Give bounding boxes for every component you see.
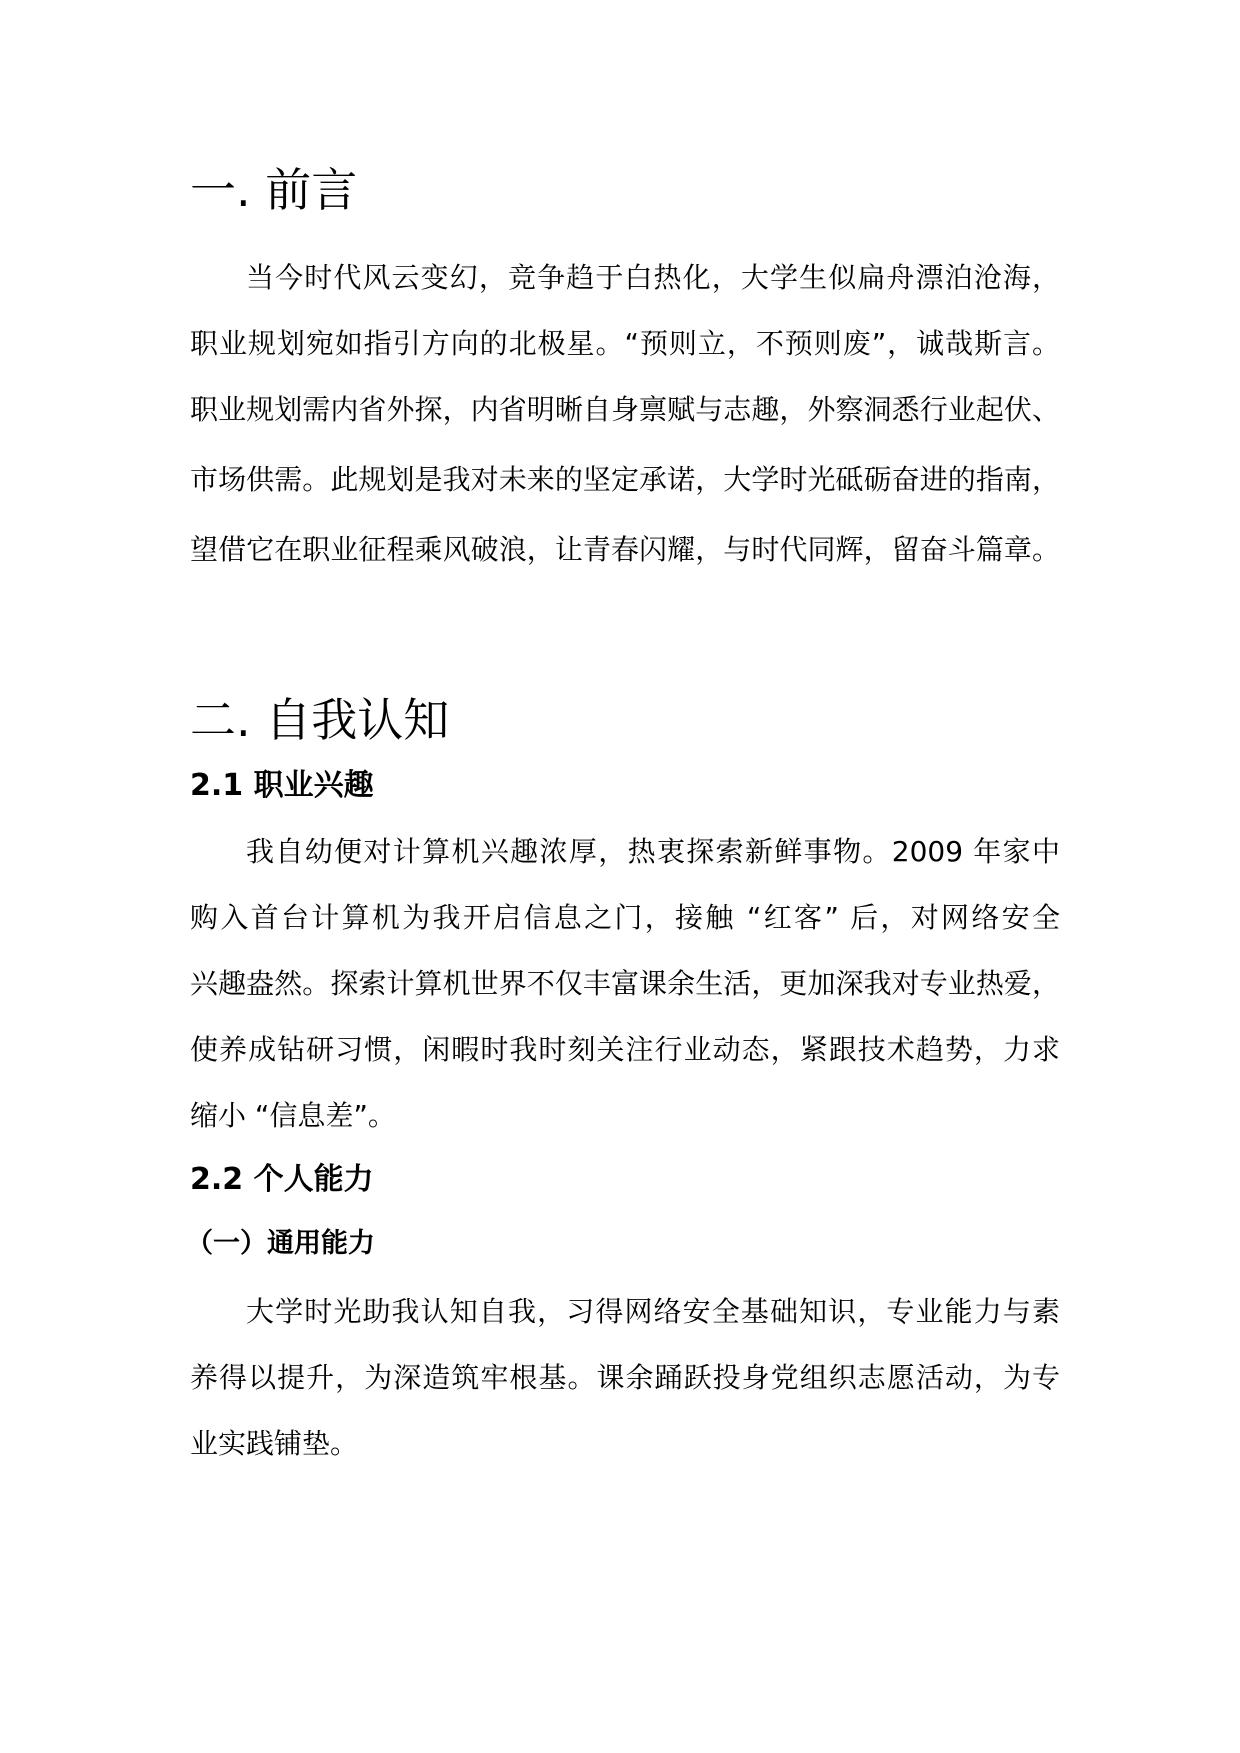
subsection-heading-personal-ability: 2.2 个人能力 (190, 1162, 374, 1197)
paragraph-line: 购入首台计算机为我开启信息之门，接触 “红客” 后，对网络安全 (190, 901, 1060, 934)
section-heading-self-awareness: 二. 自我认知 (190, 693, 450, 747)
paragraph-line: 我自幼便对计算机兴趣浓厚，热衷探索新鲜事物。2009 年家中 (246, 835, 1060, 868)
paragraph-line: 职业规划需内省外探，内省明晰自身禀赋与志趣，外察洞悉行业起伏、 (190, 393, 1060, 426)
paragraph-line: 当今时代风云变幻，竞争趋于白热化，大学生似扁舟漂泊沧海， (246, 261, 1060, 294)
paragraph-line: 使养成钻研习惯，闲暇时我时刻关注行业动态，紧跟技术趋势，力求 (190, 1033, 1060, 1066)
paragraph-line: 养得以提升，为深造筑牢根基。课余踊跃投身党组织志愿活动，为专 (190, 1361, 1060, 1394)
subsection-heading-career-interest: 2.1 职业兴趣 (190, 768, 374, 803)
section-heading-preface: 一. 前言 (190, 163, 358, 217)
paragraph-line: 兴趣盎然。探索计算机世界不仅丰富课余生活，更加深我对专业热爱， (190, 967, 1060, 1000)
subsubsection-heading-general-ability: （一）通用能力 (186, 1228, 375, 1259)
paragraph-line: 职业规划宛如指引方向的北极星。“预则立，不预则废”，诚哉斯言。 (190, 327, 1060, 360)
paragraph-line: 市场供需。此规划是我对未来的坚定承诺，大学时光砥砺奋进的指南， (190, 463, 1060, 496)
paragraph-line: 望借它在职业征程乘风破浪，让青春闪耀，与时代同辉，留奋斗篇章。 (190, 533, 1060, 566)
paragraph-line: 缩小 “信息差”。 (190, 1099, 396, 1132)
paragraph-line: 业实践铺垫。 (190, 1427, 359, 1460)
paragraph-line: 大学时光助我认知自我，习得网络安全基础知识，专业能力与素 (246, 1295, 1060, 1328)
